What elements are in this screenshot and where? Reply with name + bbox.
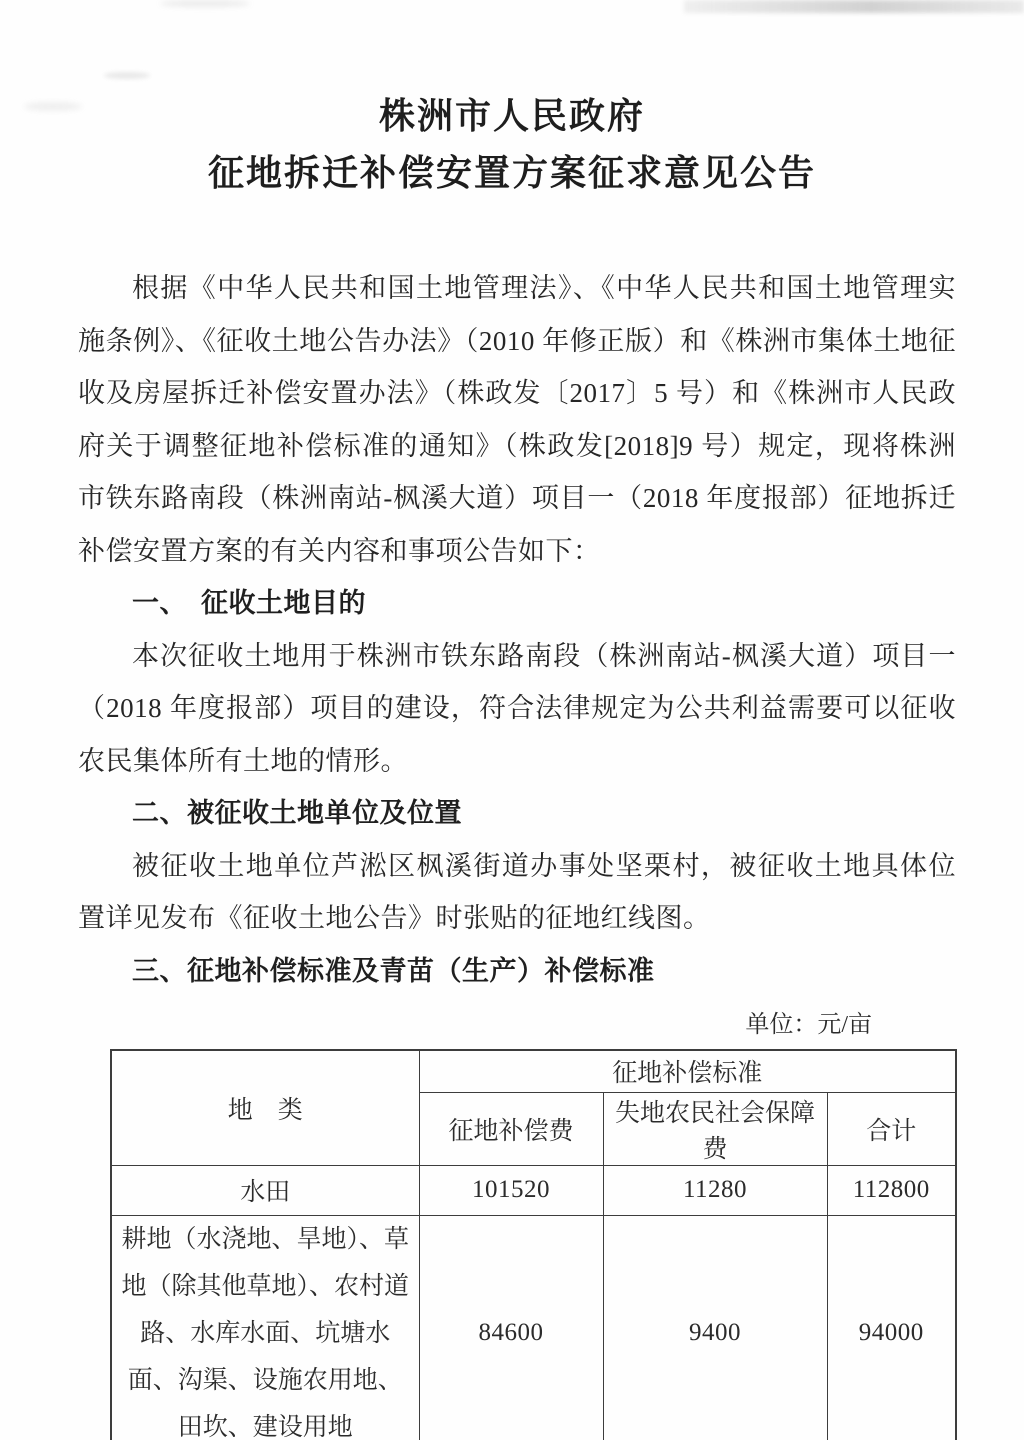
- table-row-other-land: [111, 1215, 956, 1440]
- header-cell-total: 合计: [827, 1092, 956, 1165]
- header-cell-land-compensation-fee: 征地补偿费: [419, 1092, 603, 1165]
- cell-land-compensation-fee: 84600: [419, 1215, 603, 1440]
- header-cell-social-security-fee: 失地农民社会保障费: [603, 1092, 827, 1165]
- document-title: [0, 0, 1024, 202]
- section-heading-unit-location: 二、被征收土地单位及位置: [132, 798, 462, 828]
- paragraph-legal-basis: 根据《中华人民共和国土地管理法》、《中华人民共和国土地管理实施条例》、《征收土地公告办法》（2010 年修正版）和《株洲市集体土地征收及房屋拆迁补偿安置办法》（株政发〔2017〕5 号）和《株洲市人民政府关于调整征地补偿标准的通知》（株政发[2018]9 号）规定，现将株洲市铁东路南段（株洲南站-枫溪大道）项目一（2018 年度报部）征地拆迁补偿安置方案的有关内容和事项公告如下：: [78, 273, 956, 566]
- header-cell-compensation-standard: 征地补偿标准: [419, 1050, 956, 1092]
- table-row-paddy-field: [111, 1165, 956, 1215]
- table-header-row-group: [111, 1050, 956, 1092]
- header-cell-land-type: 地 类: [111, 1050, 419, 1165]
- unit-note: 单位：元/亩: [745, 1012, 872, 1038]
- section-heading-compensation-standard: 三、征地补偿标准及青苗（生产）补偿标准: [132, 955, 655, 986]
- cell-land-type: 耕地（水浇地、旱地）、草地（除其他草地）、农村道路、水库水面、坑塘水面、沟渠、设施农用地、田坎、建设用地: [111, 1215, 419, 1440]
- document-title-line1: 株洲市人民政府: [378, 96, 645, 136]
- cell-social-security-fee: 9400: [603, 1215, 827, 1440]
- cell-total: 112800: [827, 1165, 956, 1215]
- document-body: [78, 262, 956, 997]
- cell-land-compensation-fee: 101520: [419, 1165, 603, 1215]
- cell-social-security-fee: 11280: [603, 1165, 827, 1215]
- paragraph-purpose: 本次征收土地用于株洲市铁东路南段（株洲南站-枫溪大道）项目一（2018 年度报部）项目的建设，符合法律规定为公共利益需要可以征收农民集体所有土地的情形。: [78, 640, 956, 776]
- cell-total: 94000: [827, 1215, 956, 1440]
- cell-land-type: 水田: [111, 1165, 419, 1215]
- section-heading-purpose: 一、 征收土地目的: [132, 588, 366, 618]
- compensation-table: [110, 1049, 957, 1440]
- document-title-line2: 征地拆迁补偿安置方案征求意见公告: [207, 153, 816, 193]
- paragraph-unit-location: 被征收土地单位芦淞区枫溪街道办事处坚栗村，被征收土地具体位置详见发布《征收土地公告》时张贴的征地红线图。: [78, 850, 956, 933]
